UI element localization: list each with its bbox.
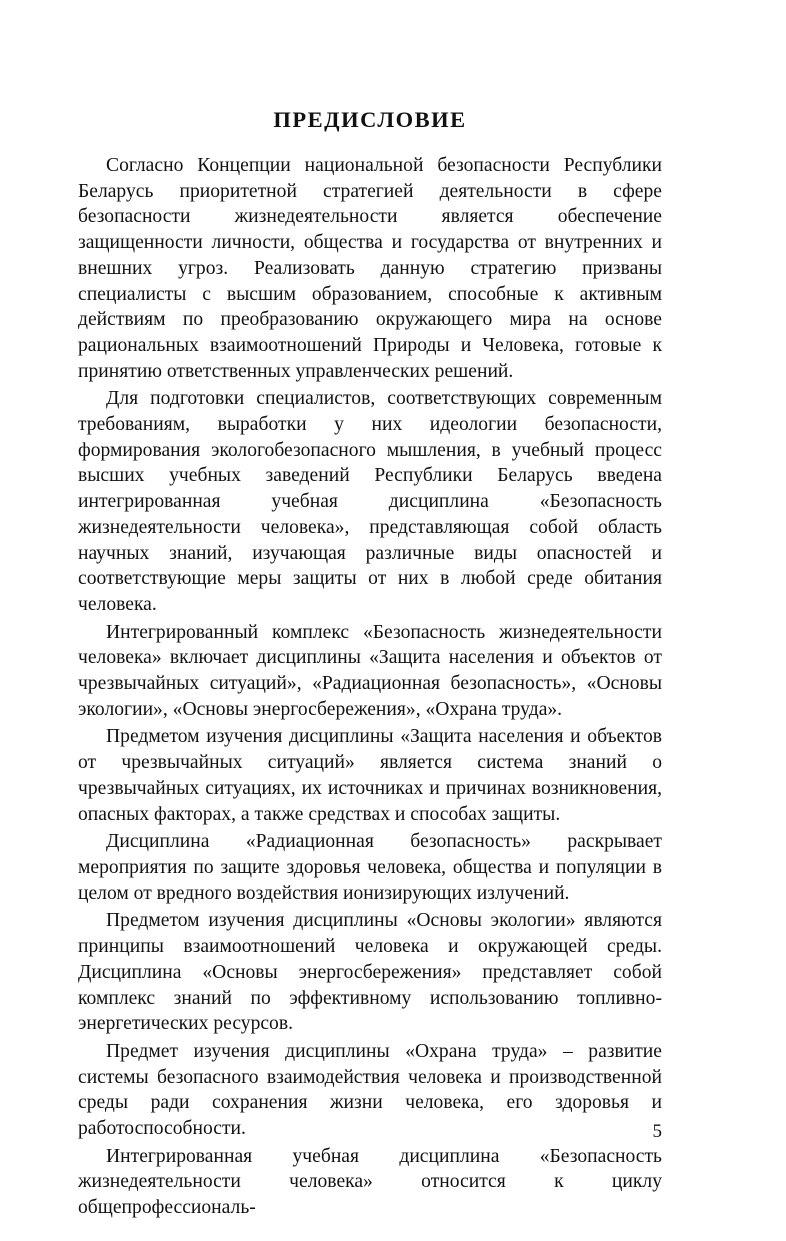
paragraph: Предметом изучения дисциплины «Защита населения и объектов от чрезвычайных ситуаций» является система знаний о чрезвычайных ситуациях, их источниках и причинах возникновения, опасных факторах, а также средствах и способах защиты. <box>78 726 662 825</box>
paragraph: Интегрированная учебная дисциплина «Безопасность жизнедеятельности человека» относится к циклу общепрофессиональ- <box>78 1145 662 1219</box>
page-number: 5 <box>652 1121 662 1142</box>
preface-body <box>78 153 662 1221</box>
document-page <box>78 0 662 1241</box>
paragraph: Предмет изучения дисциплины «Охрана труда» – развитие системы безопасного взаимодействия человека и производственной среды ради сохранения жизни человека, его здоровья и работоспособности. <box>78 1040 662 1140</box>
paragraph: Предметом изучения дисциплины «Основы экологии» являются принципы взаимоотношений человека и окружающей среды. Дисциплина «Основы энергосбережения» представляет собой комплекс знаний по эффективному использованию топливно-энергетических ресурсов. <box>78 910 662 1035</box>
paragraph: Интегрированный комплекс «Безопасность жизнедеятельности человека» включает дисциплины «Защита населения и объектов от чрезвычайных ситуаций», «Радиационная безопасность», «Основы экологии», «Основы энергосбережения», «Охрана труда». <box>78 621 662 720</box>
paragraph: Согласно Концепции национальной безопасности Республики Беларусь приоритетной стратегией деятельности в сфере безопасности жизнедеятельности является обеспечение защищенности личности, общества и государства от внутренних и внешних угроз. Реализовать данную стратегию призваны специалисты с высшим образованием, способные к активным действиям по преобразованию окружающего мира на основе рациональных взаимоотношений Природы и Человека, готовые к принятию ответственных управленческих решений. <box>78 155 662 382</box>
paragraph: Для подготовки специалистов, соответствующих современным требованиям, выработки у них идеологии безопасности, формирования экологобезопасного мышления, в учебный процесс высших учебных заведений Республики Беларусь введена интегрированная учебная дисциплина «Безопасность жизнедеятельности человека», представляющая собой область научных знаний, изучающая различные виды опасностей и соответствующие меры защиты от них в любой среде обитания человека. <box>78 388 662 615</box>
paragraph: Дисциплина «Радиационная безопасность» раскрывает мероприятия по защите здоровья человека, общества и популяции в целом от вредного воздействия ионизирующих излучений. <box>78 831 662 904</box>
page-title: ПРЕДИСЛОВИЕ <box>273 107 467 132</box>
